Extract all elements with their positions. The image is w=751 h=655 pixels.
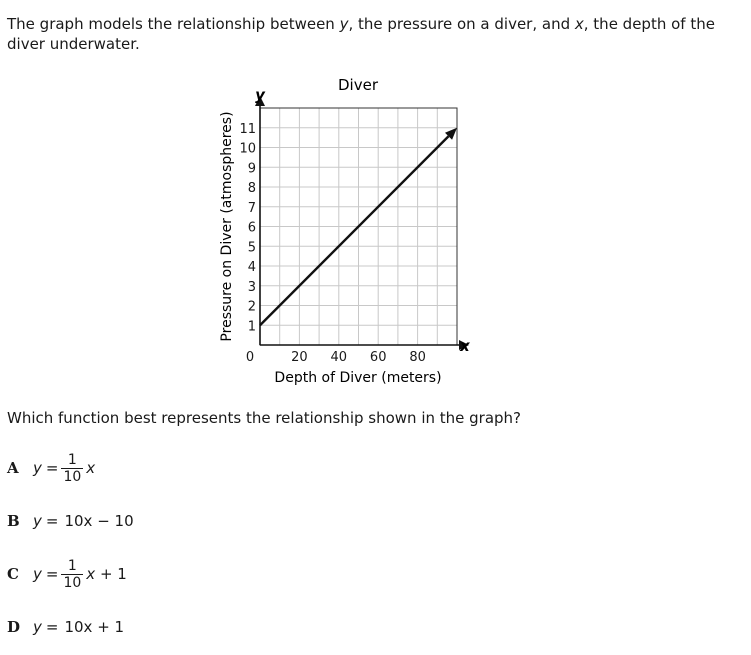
x-axis-name: x [460, 337, 470, 355]
answer-choice-c[interactable] [7, 557, 127, 591]
y-tick-label: 8 [247, 181, 256, 196]
choice-equation [33, 452, 95, 485]
eq-lhs: y [33, 459, 42, 477]
eq-variable: x [86, 565, 96, 583]
eq-sign: = [45, 618, 59, 636]
y-axis-name: y [255, 86, 265, 104]
y-tick-label: 6 [247, 220, 256, 236]
y-axis-label: Pressure on Diver (atmospheres) [219, 111, 235, 342]
x-tick-label: 60 [369, 350, 387, 365]
fraction [61, 558, 83, 591]
stem-text: The graph models the relationship between [7, 15, 340, 33]
stem-variable-y: y [339, 15, 349, 33]
eq-rhs: 10x + 1 [64, 618, 125, 636]
fraction [61, 452, 83, 485]
x-tick-label: 80 [409, 350, 426, 365]
stem-text: , the pressure on a diver, and [348, 15, 575, 33]
y-tick-label: 2 [247, 299, 256, 315]
y-tick-label: 5 [247, 240, 256, 256]
x-tick-label: 20 [291, 350, 308, 365]
choice-equation [33, 618, 124, 636]
y-tick-label: 11 [239, 121, 256, 137]
x-tick-label: 40 [330, 350, 348, 365]
y-tick-label: 9 [247, 161, 256, 177]
y-tick-label: 10 [239, 141, 256, 157]
y-tick-label: 7 [247, 200, 256, 216]
y-tick-label: 3 [247, 279, 256, 295]
fraction-numerator: 1 [67, 451, 77, 468]
choice-letter: B [7, 512, 20, 530]
question-prompt: Which function best represents the relationship shown in the graph? [7, 409, 522, 427]
fraction-denominator: 10 [63, 574, 82, 591]
fraction-numerator: 1 [67, 557, 77, 574]
eq-rest: + 1 [95, 565, 127, 583]
answer-choice-b[interactable] [7, 504, 134, 538]
eq-lhs: y [33, 565, 42, 583]
eq-sign: = [45, 565, 59, 583]
series-line [260, 136, 449, 325]
answer-choice-a[interactable] [7, 451, 95, 485]
answer-choice-d[interactable] [7, 610, 124, 644]
eq-sign: = [45, 459, 59, 477]
y-tick-label: 1 [247, 319, 256, 335]
choice-equation [33, 558, 127, 591]
chart-title: Diver [338, 76, 378, 94]
eq-sign: = [45, 512, 59, 530]
eq-lhs: y [33, 618, 42, 636]
choice-letter: D [7, 618, 21, 636]
eq-lhs: y [33, 512, 42, 530]
choice-equation [33, 512, 134, 530]
choice-letter: C [7, 565, 19, 583]
y-tick-label: 4 [247, 260, 256, 275]
choice-letter: A [7, 459, 19, 477]
stem-variable-x: x [574, 15, 584, 33]
x-tick-label: 0 [245, 350, 255, 365]
eq-variable: x [86, 459, 96, 477]
eq-rhs: 10x − 10 [64, 512, 134, 530]
x-axis-label: Depth of Diver (meters) [274, 370, 442, 386]
stem-text: , the depth of the diver underwater. [7, 15, 715, 53]
fraction-denominator: 10 [63, 468, 82, 485]
